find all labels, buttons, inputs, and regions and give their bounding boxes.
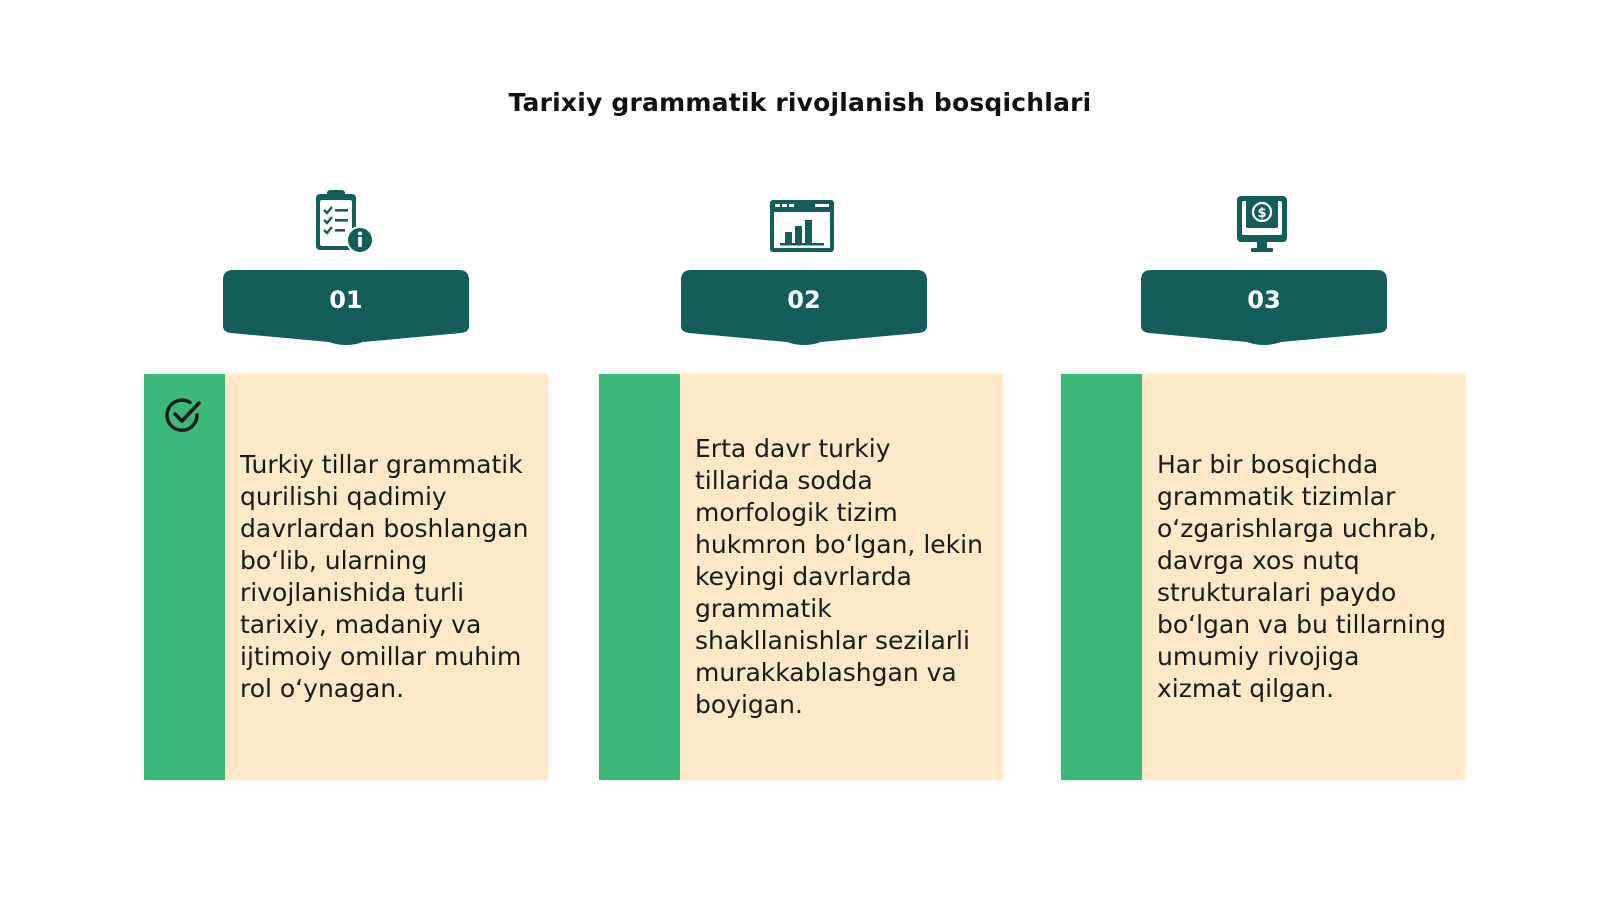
step-description-text: Erta davr turkiy tillarida sodda morfologik tizim hukmron bo‘lgan, lekin keyingi davrlarda grammatik shakllanishlar sezilarli murakkablashgan va boyigan.: [695, 434, 983, 719]
step-badge-01: [223, 270, 469, 346]
browser-bar-chart-icon: [767, 190, 837, 260]
step-description: [1157, 374, 1451, 780]
card-accent-strip: [1061, 374, 1142, 780]
step-number: 03: [1247, 286, 1281, 314]
card-accent-strip: [599, 374, 680, 780]
clipboard-checklist-info-icon: [310, 188, 380, 258]
step-number: 01: [329, 286, 363, 314]
step-card-02: [599, 374, 1003, 780]
page-title: Tarixiy grammatik rivojlanish bosqichlari: [508, 88, 1092, 117]
monitor-dollar-icon: [1227, 190, 1297, 260]
svg-text:$: $: [1257, 206, 1267, 221]
check-circle-icon: [162, 394, 204, 436]
step-card-01: [144, 374, 548, 780]
step-card-03: [1061, 374, 1465, 780]
step-badge-03: [1141, 270, 1387, 346]
step-description-text: Turkiy tillar grammatik qurilishi qadimiy davrlardan boshlangan bo‘lib, ularning rivojlanishida turli tarixiy, madaniy va ijtimoiy omillar muhim rol o‘ynagan.: [240, 450, 529, 703]
step-description-text: Har bir bosqichda grammatik tizimlar o‘zgarishlarga uchrab, davrga xos nutq strukturalari paydo bo‘lgan va bu tillarning umumiy rivojiga xizmat qilgan.: [1157, 450, 1447, 703]
step-description: [240, 374, 534, 780]
step-number: 02: [787, 286, 821, 314]
step-badge-02: [681, 270, 927, 346]
step-description: [695, 374, 989, 780]
